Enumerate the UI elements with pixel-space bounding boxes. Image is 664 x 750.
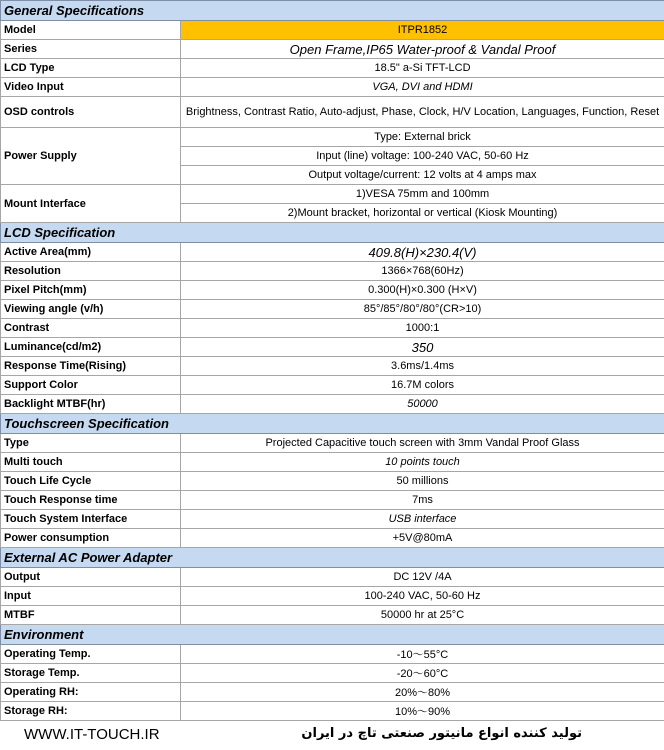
section-touchscreen bbox=[1, 414, 664, 434]
persian-tagline: تولید کننده انواع مانیتور صنعتی تاچ در ایران bbox=[301, 726, 582, 741]
spec-label: OSD controls bbox=[1, 97, 181, 128]
spec-label: LCD Type bbox=[1, 59, 181, 78]
section-title: Touchscreen Specification bbox=[1, 414, 664, 434]
spec-label: Luminance(cd/m2) bbox=[1, 338, 181, 357]
spec-label: Type bbox=[1, 434, 181, 453]
spec-row bbox=[1, 21, 664, 40]
spec-label: Storage RH: bbox=[1, 702, 181, 721]
spec-label: Mount Interface bbox=[1, 185, 181, 223]
spec-value: Input (line) voltage: 100-240 VAC, 50-60 Hz bbox=[181, 147, 664, 166]
spec-row bbox=[1, 568, 664, 587]
spec-label: Response Time(Rising) bbox=[1, 357, 181, 376]
spec-row bbox=[1, 587, 664, 606]
spec-value: Output voltage/current: 12 volts at 4 amps max bbox=[181, 166, 664, 185]
spec-value: 85°/85°/80°/80°(CR>10) bbox=[181, 300, 664, 319]
spec-value: 10%～90% bbox=[181, 702, 664, 721]
spec-value: 409.8(H)×230.4(V) bbox=[181, 243, 664, 262]
spec-value: Type: External brick bbox=[181, 128, 664, 147]
spec-value: USB interface bbox=[181, 510, 664, 529]
spec-value: Projected Capacitive touch screen with 3mm Vandal Proof Glass bbox=[181, 434, 664, 453]
spec-value: 1000:1 bbox=[181, 319, 664, 338]
spec-value: 0.300(H)×0.300 (H×V) bbox=[181, 281, 664, 300]
spec-label: Power Supply bbox=[1, 128, 181, 185]
spec-label: Series bbox=[1, 40, 181, 59]
section-title: LCD Specification bbox=[1, 223, 664, 243]
spec-value: Brightness, Contrast Ratio, Auto-adjust, Phase, Clock, H/V Location, Languages, Function, Reset bbox=[181, 97, 664, 128]
spec-value: 100-240 VAC, 50-60 Hz bbox=[181, 587, 664, 606]
spec-label: Contrast bbox=[1, 319, 181, 338]
spec-label: Model bbox=[1, 21, 181, 40]
spec-row bbox=[1, 529, 664, 548]
spec-label: Multi touch bbox=[1, 453, 181, 472]
spec-row bbox=[1, 319, 664, 338]
spec-label: Viewing angle (v/h) bbox=[1, 300, 181, 319]
spec-label: MTBF bbox=[1, 606, 181, 625]
spec-row bbox=[1, 97, 664, 128]
spec-row bbox=[1, 453, 664, 472]
spec-row bbox=[1, 128, 664, 147]
spec-row bbox=[1, 491, 664, 510]
spec-label: Input bbox=[1, 587, 181, 606]
section-title: External AC Power Adapter bbox=[1, 548, 664, 568]
spec-label: Resolution bbox=[1, 262, 181, 281]
spec-row bbox=[1, 262, 664, 281]
section-environment bbox=[1, 625, 664, 645]
spec-value: DC 12V /4A bbox=[181, 568, 664, 587]
spec-value: Open Frame,IP65 Water-proof & Vandal Proof bbox=[181, 40, 664, 59]
footer bbox=[0, 721, 664, 750]
spec-value: -10～55°C bbox=[181, 645, 664, 664]
spec-label: Touch Life Cycle bbox=[1, 472, 181, 491]
spec-label: Backlight MTBF(hr) bbox=[1, 395, 181, 414]
spec-row bbox=[1, 40, 664, 59]
section-general bbox=[1, 1, 664, 21]
spec-row bbox=[1, 59, 664, 78]
spec-row bbox=[1, 510, 664, 529]
spec-label: Operating RH: bbox=[1, 683, 181, 702]
spec-value: +5V@80mA bbox=[181, 529, 664, 548]
spec-value: 7ms bbox=[181, 491, 664, 510]
spec-row bbox=[1, 376, 664, 395]
spec-value: 1)VESA 75mm and 100mm bbox=[181, 185, 664, 204]
spec-row bbox=[1, 281, 664, 300]
spec-row bbox=[1, 606, 664, 625]
spec-row bbox=[1, 472, 664, 491]
spec-row bbox=[1, 434, 664, 453]
spec-row bbox=[1, 338, 664, 357]
spec-label: Video Input bbox=[1, 78, 181, 97]
spec-row bbox=[1, 300, 664, 319]
spec-row bbox=[1, 78, 664, 97]
spec-label: Operating Temp. bbox=[1, 645, 181, 664]
spec-row bbox=[1, 395, 664, 414]
spec-row bbox=[1, 702, 664, 721]
spec-value: 10 points touch bbox=[181, 453, 664, 472]
spec-label: Support Color bbox=[1, 376, 181, 395]
spec-row bbox=[1, 645, 664, 664]
spec-row bbox=[1, 185, 664, 204]
spec-label: Touch System Interface bbox=[1, 510, 181, 529]
spec-value: 50000 hr at 25°C bbox=[181, 606, 664, 625]
spec-label: Active Area(mm) bbox=[1, 243, 181, 262]
spec-value: VGA, DVI and HDMI bbox=[181, 78, 664, 97]
spec-value: 3.6ms/1.4ms bbox=[181, 357, 664, 376]
spec-label: Output bbox=[1, 568, 181, 587]
spec-value: 50 millions bbox=[181, 472, 664, 491]
spec-label: Storage Temp. bbox=[1, 664, 181, 683]
spec-value: -20～60°C bbox=[181, 664, 664, 683]
spec-row bbox=[1, 683, 664, 702]
spec-value: 350 bbox=[181, 338, 664, 357]
section-lcd bbox=[1, 223, 664, 243]
model-value: ITPR1852 bbox=[181, 21, 664, 40]
spec-value: 20%～80% bbox=[181, 683, 664, 702]
spec-value: 1366×768(60Hz) bbox=[181, 262, 664, 281]
spec-value: 16.7M colors bbox=[181, 376, 664, 395]
spec-row bbox=[1, 357, 664, 376]
spec-row bbox=[1, 243, 664, 262]
website-link[interactable]: WWW.IT-TOUCH.IR bbox=[24, 726, 160, 743]
spec-value: 2)Mount bracket, horizontal or vertical (Kiosk Mounting) bbox=[181, 204, 664, 223]
section-title: Environment bbox=[1, 625, 664, 645]
spec-row bbox=[1, 664, 664, 683]
spec-label: Power consumption bbox=[1, 529, 181, 548]
spec-label: Touch Response time bbox=[1, 491, 181, 510]
section-title: General Specifications bbox=[1, 1, 664, 21]
spec-value: 18.5" a-Si TFT-LCD bbox=[181, 59, 664, 78]
section-ac-adapter bbox=[1, 548, 664, 568]
spec-value: 50000 bbox=[181, 395, 664, 414]
spec-label: Pixel Pitch(mm) bbox=[1, 281, 181, 300]
